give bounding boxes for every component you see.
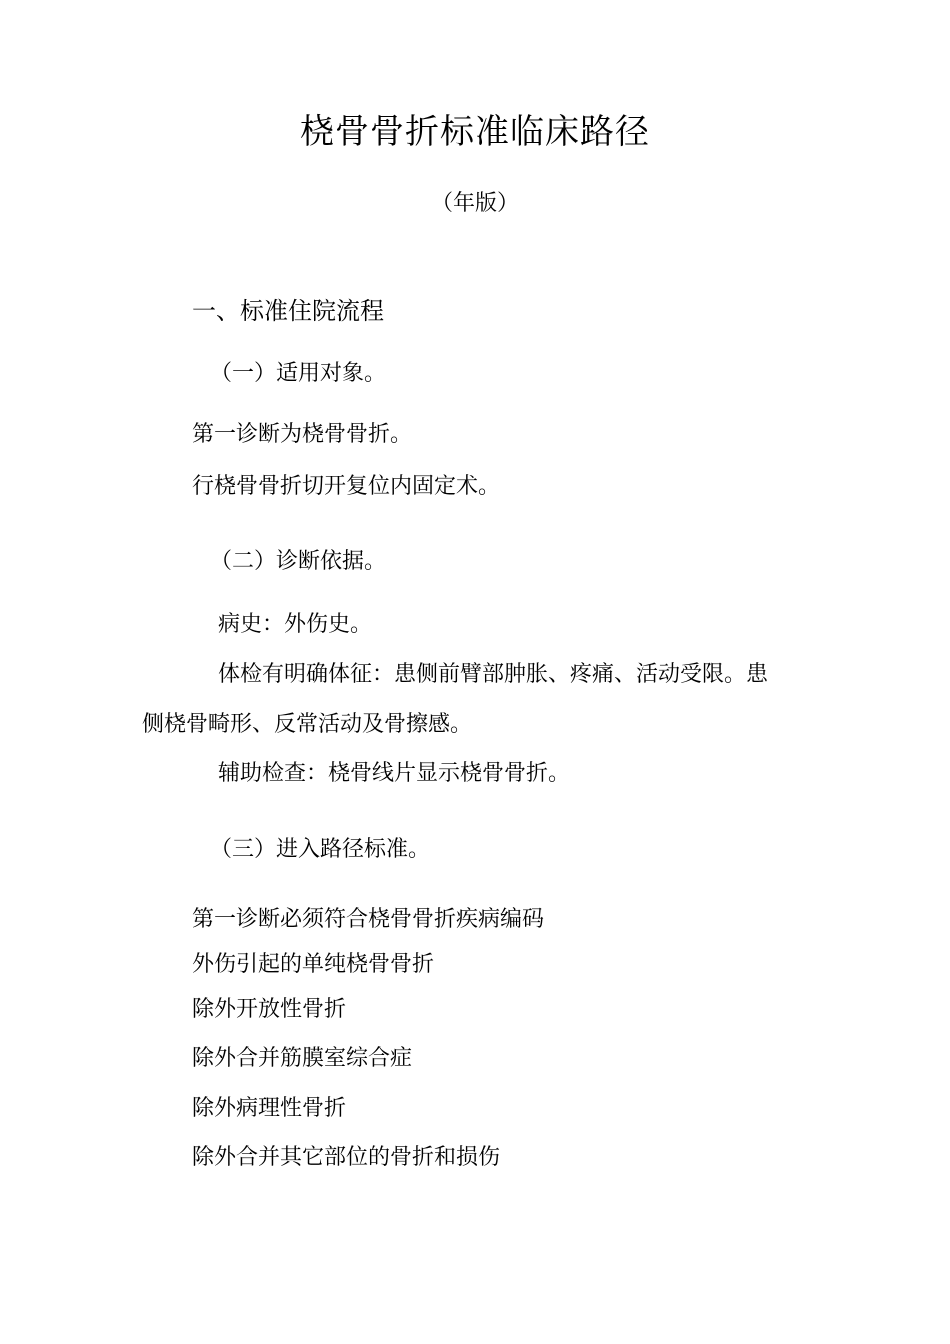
list-item: 除外病理性骨折	[192, 1096, 347, 1121]
list-item: 外伤引起的单纯桡骨骨折	[192, 952, 435, 977]
subsection-heading: （一）适用对象。	[210, 361, 387, 386]
list-item: 第一诊断必须符合桡骨骨折疾病编码	[192, 907, 545, 932]
document-title: 桡骨骨折标准临床路径	[300, 112, 650, 152]
paragraph-line: 辅助检查：桡骨线片显示桡骨骨折。	[218, 761, 571, 786]
section-heading: 一、标准住院流程	[192, 297, 384, 325]
paragraph-line: 侧桡骨畸形、反常活动及骨擦感。	[142, 712, 473, 737]
list-item: 除外合并其它部位的骨折和损伤	[192, 1145, 501, 1170]
paragraph-line: 体检有明确体征：患侧前臂部肿胀、疼痛、活动受限。患	[218, 662, 769, 687]
paragraph-line: 病史：外伤史。	[218, 612, 373, 637]
list-item: 除外合并筋膜室综合症	[192, 1046, 413, 1071]
subsection-heading: （二）诊断依据。	[210, 549, 387, 574]
list-item: 除外开放性骨折	[192, 997, 347, 1022]
paragraph-line: 第一诊断为桡骨骨折。	[192, 422, 413, 447]
subsection-heading: （三）进入路径标准。	[210, 837, 431, 862]
document-subtitle: （年版）	[430, 191, 519, 216]
paragraph-line: 行桡骨骨折切开复位内固定术。	[192, 474, 501, 499]
